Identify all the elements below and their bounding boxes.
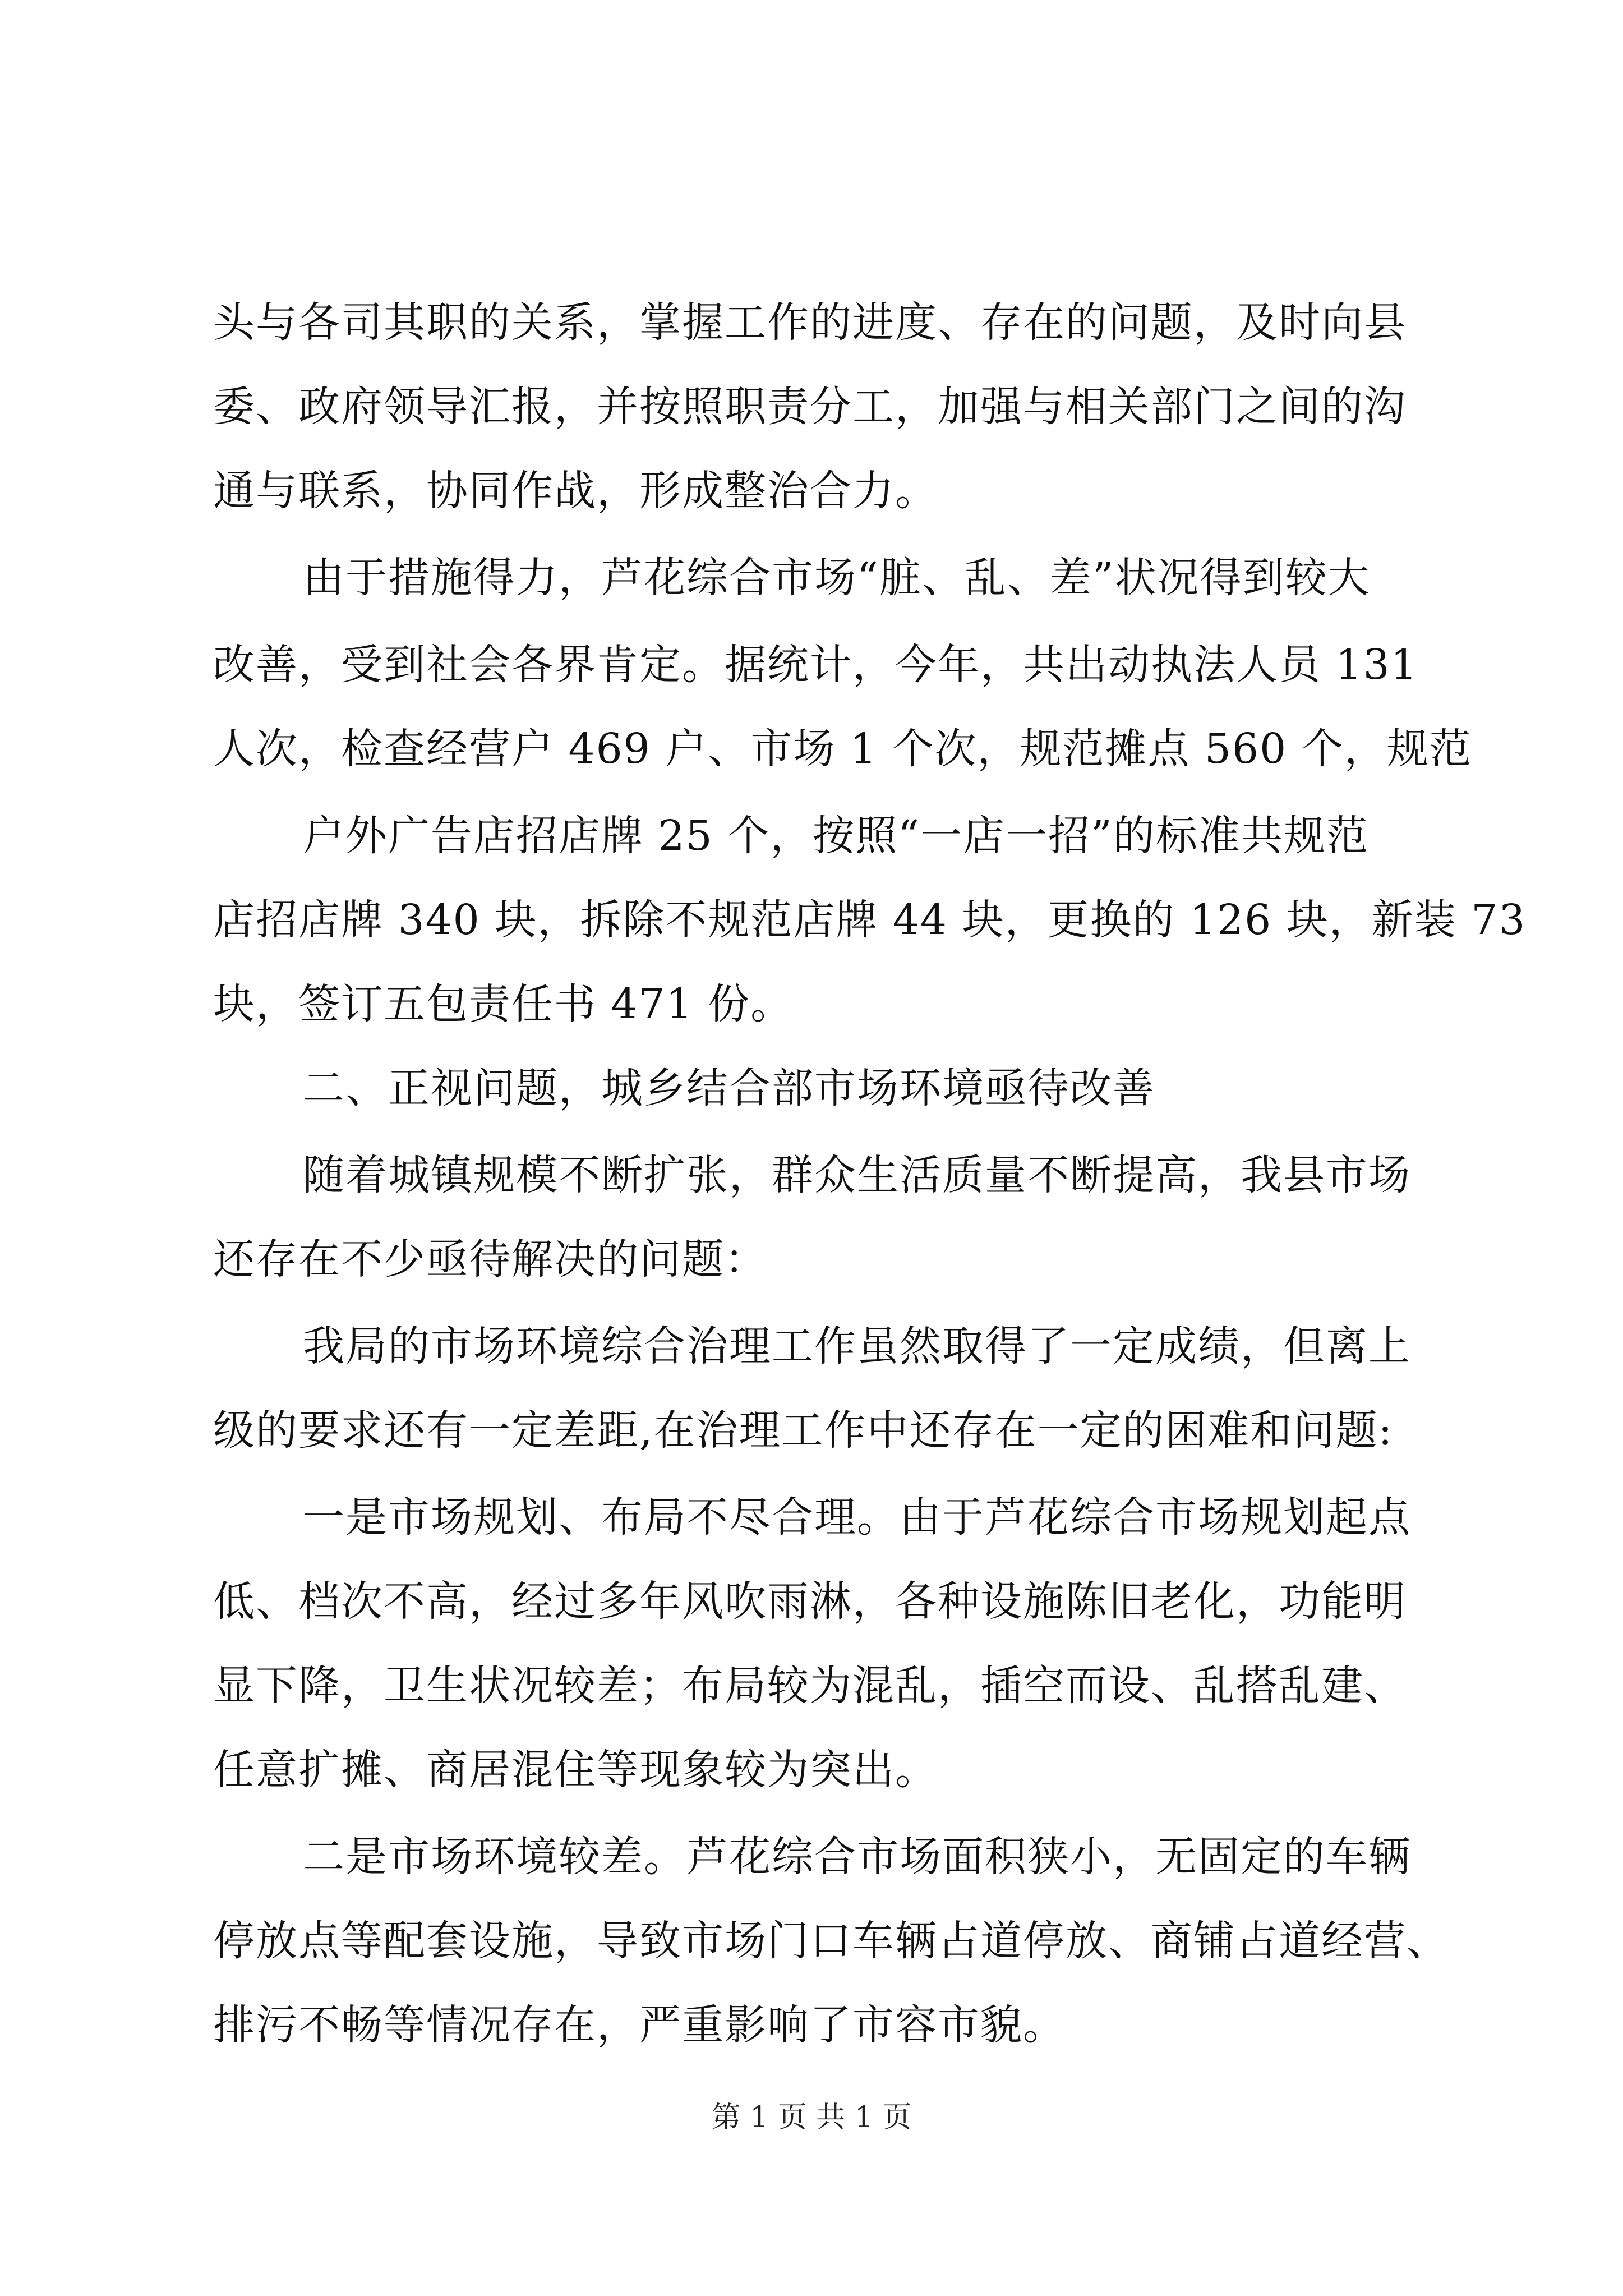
page-footer: 第 1 页 共 1 页 (711, 2101, 912, 2134)
text-line: 户外广告店招店牌 25 个，按照“一店一招”的标准共规范 (303, 812, 1369, 860)
paragraph-start-line: 随着城镇规模不断扩张，群众生活质量不断提高，我县市场 (303, 1151, 1411, 1199)
text-line: 显下降，卫生状况较差；布局较为混乱，插空而设、乱搭乱建、 (213, 1662, 1407, 1710)
text-line: 任意扩摊、商居混住等现象较为突出。 (213, 1746, 938, 1794)
text-line: 委、政府领导汇报，并按照职责分工，加强与相关部门之间的沟 (213, 383, 1407, 431)
paragraph-start-line: 二是市场环境较差。芦花综合市场面积狭小，无固定的车辆 (303, 1833, 1411, 1881)
text-line: 低、档次不高，经过多年风吹雨淋，各种设施陈旧老化，功能明 (213, 1577, 1407, 1626)
paragraph-start-line: 我局的市场环境综合治理工作虽然取得了一定成绩，但离上 (303, 1322, 1411, 1370)
text-line: 通与联系，协同作战，形成整治合力。 (213, 467, 938, 515)
paragraph-start-line: 由于措施得力，芦花综合市场“脏、乱、差”状况得到较大 (303, 554, 1371, 602)
text-line: 店招店牌 340 块，拆除不规范店牌 44 块，更换的 126 块，新装 73 (213, 896, 1527, 944)
text-line: 改善，受到社会各界肯定。据统计，今年，共出动执法人员 131 (213, 641, 1418, 689)
section-heading: 二、正视问题，城乡结合部市场环境亟待改善 (303, 1064, 1155, 1112)
paragraph-start-line: 一是市场规划、布局不尽合理。由于芦花综合市场规划起点 (303, 1493, 1411, 1542)
text-line: 停放点等配套设施，导致市场门口车辆占道停放、商铺占道经营、 (213, 1917, 1449, 1965)
text-line: 还存在不少亟待解决的问题： (213, 1235, 767, 1283)
text-line: 块，签订五包责任书 471 份。 (213, 980, 794, 1028)
text-line: 头与各司其职的关系，掌握工作的进度、存在的问题，及时向县 (213, 298, 1407, 347)
text-line: 级的要求还有一定差距,在治理工作中还存在一定的困难和问题: (213, 1406, 1394, 1455)
text-line: 排污不畅等情况存在，严重影响了市容市貌。 (213, 2001, 1066, 2049)
text-line: 人次，检查经营户 469 户、市场 1 个次，规范摊点 560 个，规范 (213, 725, 1472, 773)
